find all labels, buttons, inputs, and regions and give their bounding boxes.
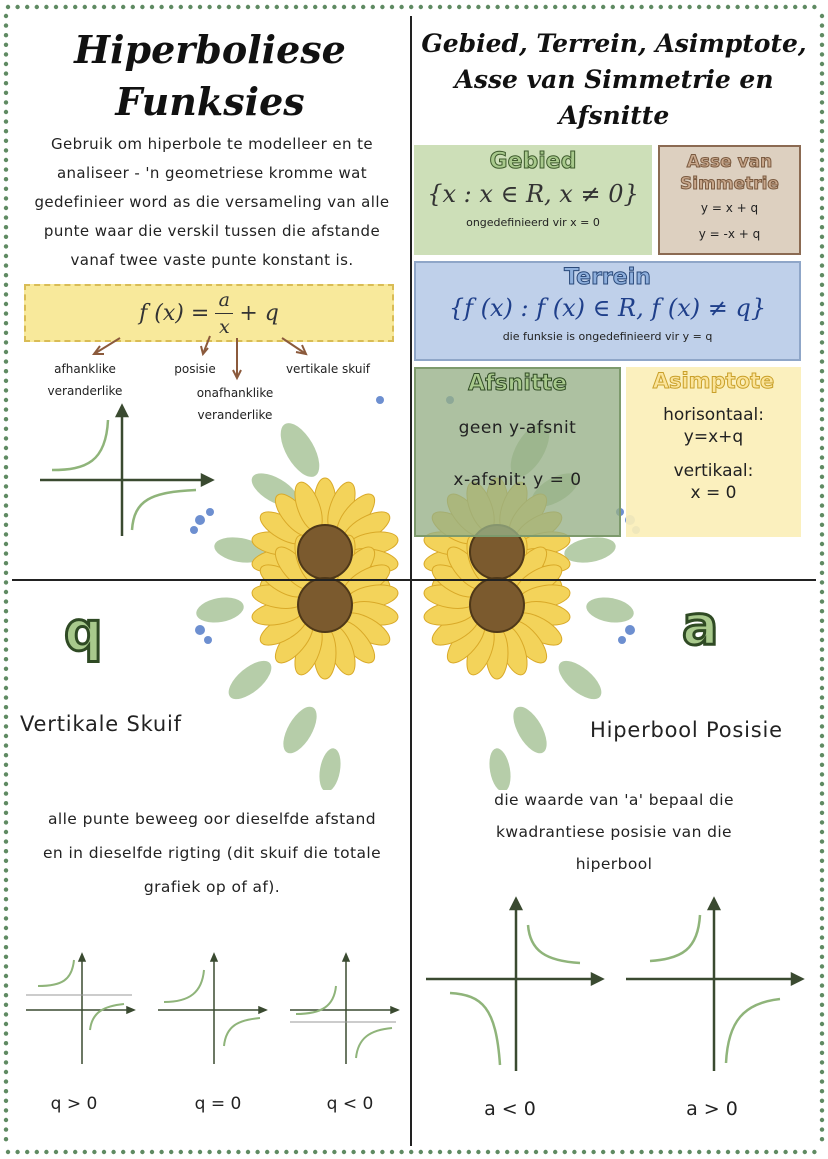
label-dependent-line2: veranderlike	[47, 384, 123, 398]
intro-line: analiseer - 'n geometriese kromme wat	[56, 164, 368, 182]
condition-q-negative: q < 0	[326, 1094, 374, 1114]
gebied-title: Gebied	[489, 149, 577, 174]
position-line: hiperbool	[575, 855, 653, 873]
intro-line: gedefinieer word as die versameling van alle	[34, 193, 390, 211]
position-line: kwadrantiese posisie van die	[496, 823, 732, 841]
label-vertical-shift: vertikale skuif	[285, 362, 371, 376]
formula-denominator: x	[218, 315, 230, 338]
asse-title-line1: Asse van	[686, 152, 773, 172]
position-heading: Hiperbool Posisie	[590, 718, 783, 742]
gebied-card	[414, 145, 652, 255]
graph-a-negative	[426, 899, 602, 1071]
asimptote-h-label: horisontaal:	[663, 405, 764, 425]
asimptote-h-eq: y=x+q	[683, 427, 744, 447]
vertical-shift-heading: Vertikale Skuif	[20, 712, 182, 736]
top-right-title-line1: Gebied, Terrein, Asimptote,	[421, 29, 807, 58]
label-position: posisie	[174, 362, 216, 376]
vertical-shift-line: en in dieselfde rigting (dit skuif die totale	[42, 844, 382, 862]
afsnitte-title: Afsnitte	[468, 371, 567, 396]
a-letter: a	[682, 594, 719, 657]
main-title-line2: Funksies	[115, 79, 305, 124]
afsnitte-card	[414, 367, 621, 537]
vertical-shift-line: alle punte beweeg oor dieselfde afstand	[48, 810, 376, 828]
label-independent-line1: onafhanklike	[196, 386, 274, 400]
label-dependent	[30, 358, 140, 402]
formula-numerator: a	[218, 288, 230, 311]
asimptote-v-label: vertikaal:	[673, 461, 754, 481]
vertical-shift-description	[14, 802, 410, 904]
intro-description	[14, 130, 410, 275]
gebied-note: ongedefinieerd vir x = 0	[466, 216, 600, 229]
condition-a-positive: a > 0	[686, 1098, 738, 1120]
afsnitte-line2: x-afsnit: y = 0	[453, 470, 582, 490]
intro-line: Gebruik om hiperbole te modelleer en te	[50, 135, 374, 153]
afsnitte-line1: geen y-afsnit	[458, 418, 577, 438]
fraction-bar	[215, 313, 233, 314]
position-line: die waarde van 'a' bepaal die	[494, 791, 734, 809]
top-right-title-line2: Asse van Simmetrie en	[454, 65, 774, 94]
position-graphs	[424, 895, 814, 1075]
condition-a-negative: a < 0	[484, 1098, 536, 1120]
top-right-title	[414, 26, 814, 134]
top-right-title-line3: Afsnitte	[558, 101, 670, 130]
hyperbola-graph-main	[36, 400, 216, 540]
vertical-shift-graphs	[24, 950, 414, 1070]
terrein-card	[414, 261, 801, 361]
asse-title-line2: Simmetrie	[680, 174, 779, 194]
terrein-set: {f (x) : f (x) ∈ R, f (x) ≠ q}	[448, 294, 767, 322]
intro-line: punte waar die verskil tussen die afstande	[43, 222, 381, 240]
formula-lhs: f (x) =	[139, 300, 210, 326]
main-title	[30, 24, 390, 128]
label-independent-line2: veranderlike	[197, 408, 273, 422]
condition-q-zero: q = 0	[194, 1094, 242, 1114]
graph-q-negative	[290, 954, 398, 1064]
condition-q-positive: q > 0	[50, 1094, 98, 1114]
intro-line: vanaf twee vaste punte konstant is.	[70, 251, 354, 269]
asse-title	[660, 151, 799, 195]
gebied-set: {x : x ∈ R, x ≠ 0}	[427, 180, 639, 208]
graph-q-positive	[26, 954, 134, 1064]
terrein-note: die funksie is ongedefinieerd vir y = q	[502, 330, 713, 343]
terrein-title: Terrein	[564, 265, 651, 290]
asse-eq1: y = x + q	[700, 201, 759, 215]
graph-a-positive	[626, 899, 802, 1071]
vertical-shift-line: grafiek op of af).	[143, 878, 281, 896]
asimptote-v-eq: x = 0	[690, 483, 737, 503]
position-description	[414, 784, 814, 880]
asimptote-title: Asimptote	[652, 369, 775, 393]
asse-eq2: y = -x + q	[698, 227, 761, 241]
horizontal-divider	[12, 579, 816, 581]
label-dependent-line1: afhanklike	[54, 362, 116, 376]
q-letter: q	[64, 600, 103, 663]
graph-q-zero	[158, 954, 266, 1064]
asse-card	[658, 145, 801, 255]
main-title-line1: Hiperboliese	[74, 27, 346, 72]
asimptote-card	[626, 367, 801, 537]
formula-plus-q: + q	[239, 300, 279, 326]
